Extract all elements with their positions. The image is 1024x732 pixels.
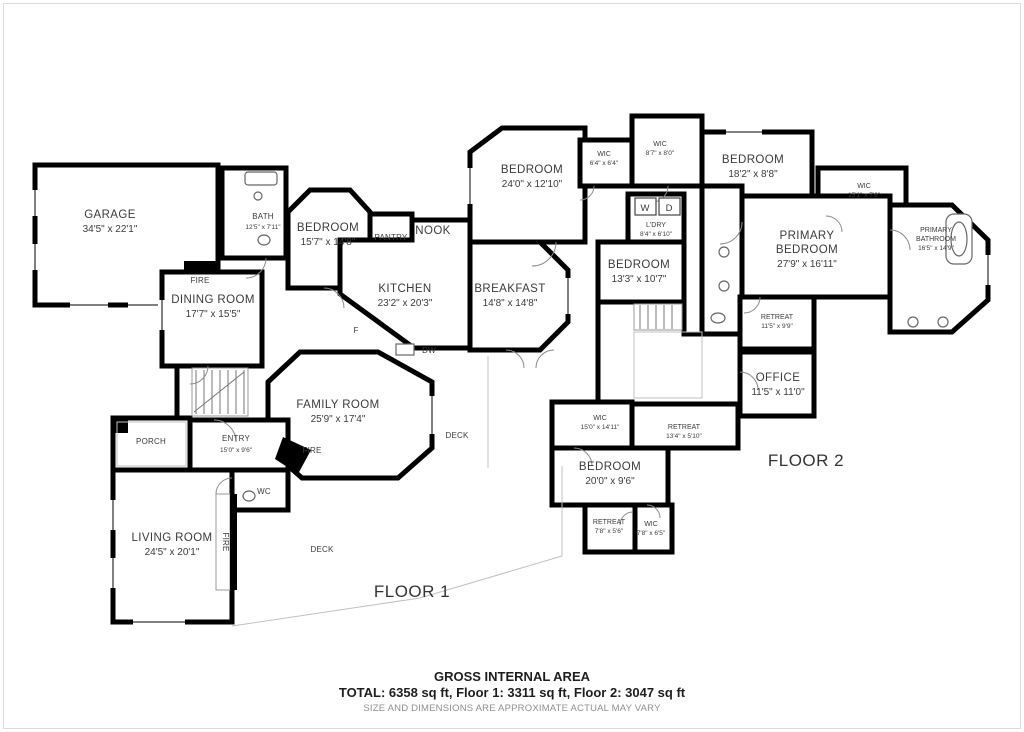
label-fridge: F (353, 326, 359, 335)
bathtub (245, 172, 277, 185)
label-dryer: D (665, 203, 673, 214)
floor2-title: FLOOR 2 (767, 451, 845, 470)
label-deck-low: DECK (310, 545, 334, 554)
room-label-retreat115: RETREAT (760, 314, 794, 321)
room-label-laundry: L'DRY (646, 222, 666, 229)
room-label-bedroom18: BEDROOM (721, 154, 785, 166)
door-swing (190, 366, 208, 384)
wall-living (113, 470, 232, 622)
room-label-bath1: BATH (252, 212, 274, 221)
room-label-dining: DINING ROOM (171, 294, 255, 306)
wall-office (740, 352, 814, 416)
door-swing (536, 350, 554, 368)
room-dims-wic64: 6'4" x 6'4" (589, 160, 619, 167)
label-deck-mid: DECK (445, 431, 469, 440)
wall-entry (190, 420, 288, 470)
sink (908, 317, 918, 327)
room-dims-retreat78: 7'8" x 5'6" (594, 528, 624, 535)
room-dims-retreat134: 13'4" x 5'10" (666, 433, 702, 440)
room-label-primbath-1: PRIMARY (920, 227, 952, 234)
room-label-wic87: WIC (653, 141, 667, 148)
room-label-primary-1: PRIMARY (779, 230, 835, 242)
wall-wic78 (635, 505, 672, 552)
room-label-retreat134: RETREAT (667, 424, 701, 431)
room-label-living: LIVING ROOM (131, 532, 213, 544)
room-label-wic64: WIC (597, 151, 611, 158)
room-label-primary-2: BEDROOM (775, 244, 839, 256)
room-dims-bedroom20: 20'0" x 9'6" (585, 476, 635, 487)
room-dims-bedroom18: 18'2" x 8'8" (728, 169, 778, 180)
room-label-primbath-2: BATHROOM (916, 236, 956, 243)
footer-title: GROSS INTERNAL AREA (433, 669, 590, 684)
fireplace-living (230, 494, 237, 590)
label-fire-family: FIRE (302, 446, 322, 455)
stair-outline (634, 304, 682, 330)
room-label-breakfast: BREAKFAST (474, 283, 546, 295)
porch-post (113, 418, 128, 433)
room-dims-entry: 15'0" x 9'6" (219, 447, 253, 454)
sink (719, 247, 729, 257)
stairs-floor1 (192, 368, 248, 416)
room-dims-wic150: 15'0" x 14'11" (580, 424, 620, 431)
room-label-entry: ENTRY (222, 434, 250, 443)
room-label-bedroom24: BEDROOM (500, 164, 564, 176)
door-swing (506, 350, 524, 368)
room-dims-laundry: 8'4" x 6'10" (639, 231, 673, 238)
room-dims-primary: 27'9" x 16'11" (777, 259, 837, 270)
room-label-bedroom1: BEDROOM (296, 222, 360, 234)
room-label-wic78: WIC (644, 521, 658, 528)
toilet (258, 235, 270, 245)
room-dims-primbath: 16'5" x 14'9" (918, 245, 954, 252)
label-washer: W (640, 203, 650, 214)
label-fire-living: FIRE (221, 532, 230, 552)
wall-bedroom13 (598, 242, 684, 302)
room-label-office: OFFICE (755, 372, 801, 384)
dishwasher-box (396, 344, 414, 355)
footer (0, 669, 1024, 714)
sink (719, 281, 729, 291)
room-label-bedroom20: BEDROOM (578, 461, 642, 473)
wall-primary-bath (890, 205, 988, 332)
room-dims-retreat115: 11'5" x 9'9" (761, 323, 793, 330)
fireplace-dining (184, 261, 220, 272)
wall-breakfast (470, 242, 568, 350)
label-fire-dining: FIRE (190, 276, 210, 285)
sink (938, 317, 948, 327)
label-wc: WC (257, 487, 271, 496)
open-to-below (634, 332, 702, 398)
room-dims-garage: 34'5" x 22'1" (82, 224, 138, 235)
room-label-retreat78: RETREAT (592, 519, 626, 526)
room-label-kitchen: KITCHEN (378, 283, 432, 295)
room-dims-bedroom24: 24'0" x 12'10" (501, 179, 563, 190)
room-dims-dining: 17'7" x 15'5" (185, 309, 241, 320)
room-dims-wic87: 8'7" x 8'0" (645, 150, 675, 157)
wall-bath2 (702, 186, 742, 334)
stairs-floor2 (634, 304, 702, 398)
toilet (711, 313, 725, 323)
room-dims-kitchen: 23'2" x 20'3" (377, 298, 433, 309)
room-dims-breakfast: 14'8" x 14'8" (482, 298, 538, 309)
room-dims-bedroom1: 15'7" x 14'8" (300, 237, 356, 248)
room-dims-living: 24'5" x 20'1" (144, 547, 200, 558)
room-label-wic151: WIC (857, 183, 871, 190)
label-nook: NOOK (415, 225, 451, 237)
room-dims-bedroom13: 13'3" x 10'7" (611, 274, 667, 285)
wall-hall2-step (684, 302, 702, 334)
room-dims-bath1: 12'5" x 7'11" (245, 224, 281, 231)
sink (254, 192, 262, 200)
room-dims-wic151: 15'1" x 7'6" (847, 192, 881, 199)
room-dims-wic78: 7'8" x 6'5" (636, 530, 666, 537)
room-dims-family: 25'9" x 17'4" (310, 414, 366, 425)
room-label-wic150: WIC (593, 415, 607, 422)
footer-totals: TOTAL: 6358 sq ft, Floor 1: 3311 sq ft, Floor 2: 3047 sq ft (338, 685, 686, 700)
floor1-title: FLOOR 1 (373, 582, 451, 601)
room-label-family: FAMILY ROOM (296, 399, 380, 411)
room-label-garage: GARAGE (84, 209, 136, 221)
room-label-bedroom13: BEDROOM (607, 259, 671, 271)
toilet (243, 491, 255, 501)
room-dims-office: 11'5" x 11'0" (751, 387, 805, 398)
label-pantry: PANTRY (374, 233, 408, 242)
footer-disclaimer: SIZE AND DIMENSIONS ARE APPROXIMATE ACTUAL MAY VARY (363, 703, 661, 714)
label-dishwasher: DW (422, 346, 436, 355)
label-porch: PORCH (136, 437, 166, 446)
